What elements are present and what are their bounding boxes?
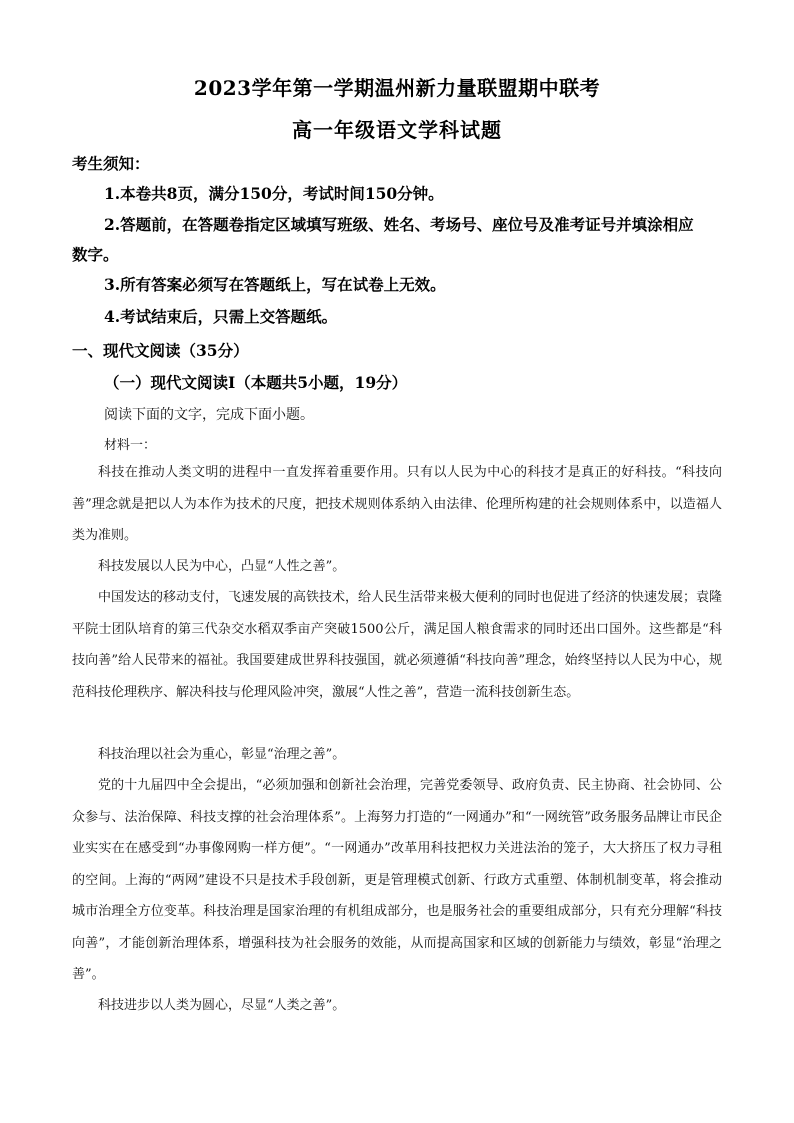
exam-title: 2023学年第一学期温州新力量联盟期中联考 bbox=[193, 76, 601, 100]
reading-instruction: 阅读下面的文字，完成下面小题。 bbox=[104, 407, 314, 423]
material-label: 材料一： bbox=[104, 438, 157, 453]
passage-paragraph: 科技在推动人类文明的进程中一直发挥着重要作用。只有以人民为中心的科技才是真正的好科技。“科技向善”理念就是把以人为本作为技术的尺度，把技术规则体系纳入由法律、伦理所构建的社会规则体系中，以造福人类为准则。 bbox=[72, 465, 722, 543]
passage-paragraph: 中国发达的移动支付，飞速发展的高铁技术，给人民生活带来极大便利的同时也促进了经济的快速发展；袁隆平院士团队培育的第三代杂交水稻双季亩产突破1500公斤，满足国人粮食需求的同时还出口国外。这些都是“科技向善”给人民带来的福祉。我国要建成世界科技强国，就必须遵循“科技向善”理念，始终坚持以人民为中心，规范科技伦理秩序、解决科技与伦理风险冲突，激展“人性之善”，营造一流科技创新生态。 bbox=[72, 590, 723, 700]
section-heading: 一、现代文阅读（35分） bbox=[72, 341, 249, 360]
passage-paragraph: 党的十九届四中全会提出，“必须加强和创新社会治理，完善党委领导、政府负责、民主协商、社会协同、公众参与、法治保障、科技支撑的社会治理体系”。上海努力打造的“一网通办”和“一网统管”政务服务品牌让市民企业实实在在感受到“办事像网购一样方便”。“一网通办”改革用科技把权力关进法治的笼子，大大挤压了权力寻租的空间。上海的“两网”建设不只是技术手段创新，更是管理模式创新、行政方式重塑、体制机制变革，将会推动城市治理全方位变革。科技治理是国家治理的有机组成部分，也是服务社会的重要组成部分，只有充分理解“科技向善”，才能创新治理体系，增强科技为社会服务的效能，从而提高国家和区域的创新能力与绩效，彰显“治理之善”。 bbox=[72, 778, 722, 982]
exam-subtitle: 高一年级语文学科试题 bbox=[292, 118, 502, 142]
subsection-heading: （一）现代文阅读Ⅰ（本题共5小题，19分） bbox=[104, 373, 408, 392]
notice-item-2: 2.答题前，在答题卷指定区域填写班级、姓名、考场号、座位号及准考证号并填涂相应 bbox=[104, 215, 694, 234]
notice-item-1: 1.本卷共8页，满分150分，考试时间150分钟。 bbox=[104, 184, 444, 203]
passage-paragraph: 科技治理以社会为重心，彰显“治理之善”。 bbox=[98, 747, 346, 762]
notice-item-2-continued: 数字。 bbox=[72, 245, 119, 264]
notice-item-3: 3.所有答案必须写在答题纸上，写在试卷上无效。 bbox=[104, 275, 446, 294]
notice-heading: 考生须知： bbox=[72, 154, 150, 173]
passage-paragraph: 科技发展以人民为中心，凸显“人性之善”。 bbox=[98, 559, 346, 574]
notice-item-4: 4.考试结束后，只需上交答题纸。 bbox=[104, 307, 338, 326]
passage-paragraph: 科技进步以人类为圆心，尽显“人类之善”。 bbox=[98, 998, 346, 1013]
